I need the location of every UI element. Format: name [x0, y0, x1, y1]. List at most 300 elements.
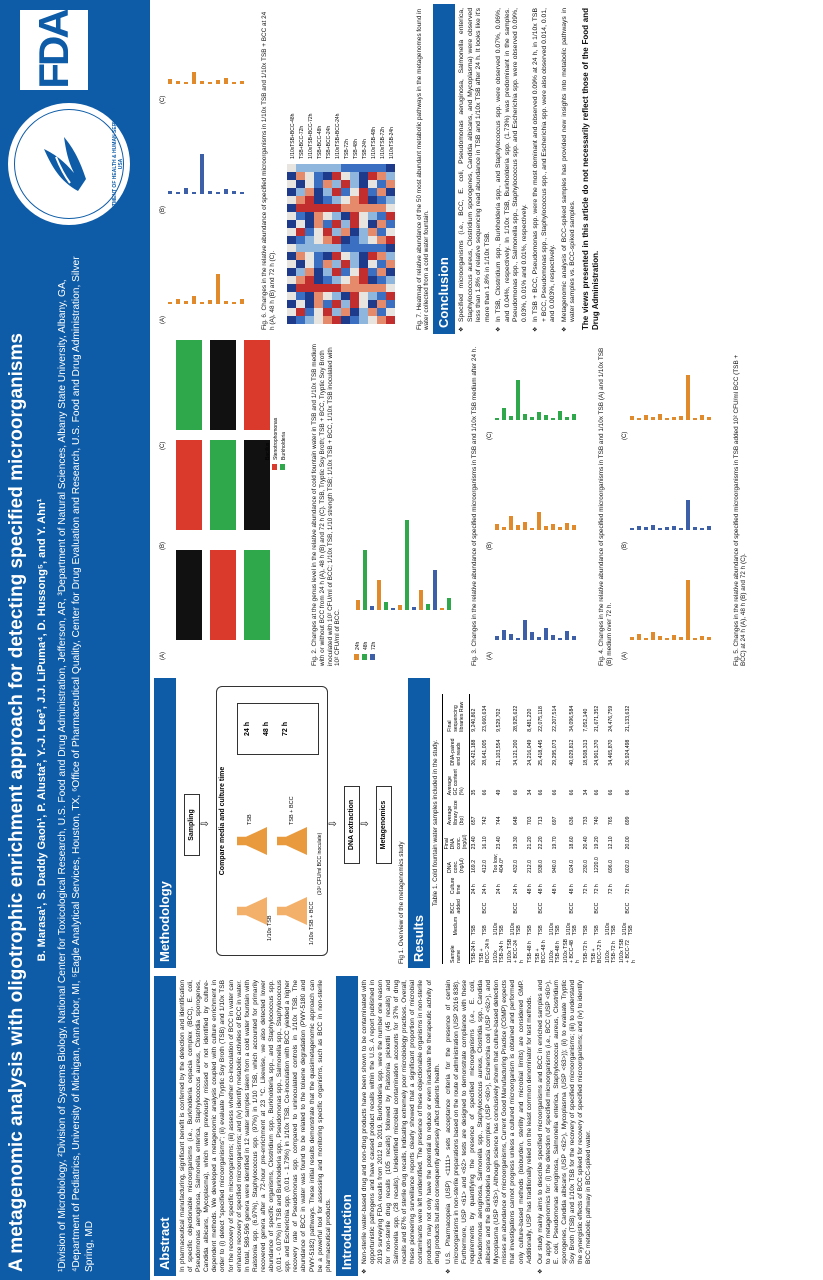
- table-cell: 48 h: [537, 884, 544, 895]
- heatmap-cell: [368, 204, 377, 212]
- table-cell: 21,671,352: [593, 705, 600, 732]
- table-cell: 25,418,445: [537, 739, 544, 766]
- heatmap-cell: [350, 276, 359, 284]
- heatmap-cell: [296, 172, 305, 180]
- fig3-bar: [384, 602, 388, 610]
- table-cell: 23,660,634: [481, 705, 488, 732]
- heatmap-cells: [287, 113, 395, 324]
- fig4-bar: [523, 522, 527, 530]
- fig5-bar: [644, 638, 648, 640]
- panel-label: (A): [621, 652, 628, 660]
- table-cell: BCC: [481, 902, 488, 914]
- fig6-bar: [192, 192, 196, 194]
- table-cell: 24 h: [512, 884, 519, 895]
- fig5-bar: [651, 632, 655, 640]
- table-cell: 699: [624, 816, 631, 826]
- heatmap-cell: [377, 204, 386, 212]
- table-cell: 1/10x TSB: [492, 922, 505, 936]
- heatmap-cell: [386, 196, 395, 204]
- conclusion-bullet: ❖ Specified microorganisms (i.e., BCC, E. coli, Pseudomonas aeruginosa, Salmonella enterica, Staphylococcus aureus, Clostridium sporogenes, Candida albicans, and Mycoplasma) were observed less than 1.8% of relative sequencing read abundance in TSB and 1/10x TSB after 24 h. It looks like it's more than 1.8% in 1/10x TSB.: [458, 8, 492, 322]
- heatmap-cell: [341, 204, 350, 212]
- heatmap-row-label: 1/10xTSB+BCC-24h: [334, 113, 341, 159]
- table-row: [590, 694, 604, 964]
- heatmap-cell: [323, 316, 332, 324]
- table-cell: 733: [582, 816, 589, 826]
- fig5-bar: [644, 527, 648, 530]
- heatmap-cell: [314, 276, 323, 284]
- table-column-header: Average GC content (%): [442, 767, 469, 797]
- fig3-bars: [354, 520, 451, 660]
- heatmap-cell: [314, 300, 323, 308]
- heatmap-cell: [359, 212, 368, 220]
- heatmap-cell: [341, 268, 350, 276]
- table-cell: TSB-24 h: [470, 941, 477, 963]
- table-column-header: DNA-paired end reads: [442, 733, 469, 767]
- table-cell: 35: [470, 789, 477, 796]
- table-cell: 648: [512, 816, 519, 826]
- table-column-header: Medium: [442, 915, 469, 937]
- heatmap-cell: [314, 292, 323, 300]
- fig3-bar: [377, 580, 381, 610]
- heatmap-cell: [350, 292, 359, 300]
- heatmap-cell: [377, 300, 386, 308]
- fig2-bar: [210, 440, 236, 530]
- table-cell: BCC: [512, 902, 519, 914]
- fig5-bar: [686, 580, 690, 640]
- heatmap-cell: [350, 212, 359, 220]
- heatmap-cell: [359, 268, 368, 276]
- heatmap-cell: [314, 164, 323, 172]
- fig6-bar: [168, 79, 172, 84]
- table-cell: 72 h: [582, 884, 589, 895]
- fig3-bar: [363, 550, 367, 610]
- fig6-bar: [200, 81, 204, 84]
- heatmap-cell: [386, 252, 395, 260]
- heatmap-cell: [332, 284, 341, 292]
- fig3-chart: [344, 340, 464, 670]
- fig6-bar: [224, 189, 228, 194]
- legend-label: 48h: [363, 641, 370, 650]
- fig4-bar: [516, 380, 520, 420]
- arrow-down-icon: ⇩: [360, 819, 371, 828]
- table-cell: TSB + BCC-48 h: [534, 940, 547, 963]
- heatmap-cell: [314, 308, 323, 316]
- legend-label: Stenotrophomonas: [273, 417, 279, 460]
- heatmap-cell: [350, 220, 359, 228]
- abstract-heading: Abstract: [154, 976, 176, 1276]
- column-4: [154, 4, 604, 334]
- heatmap-cell: [341, 260, 350, 268]
- fig6-bar: [176, 192, 180, 194]
- fig2-bar: [210, 550, 236, 640]
- table-cell: 1/10x TSB: [621, 922, 634, 936]
- table-cell: 602.0: [624, 860, 631, 873]
- fig6-bar: [216, 192, 220, 194]
- fig3-bar: [391, 608, 395, 610]
- compare-label: Compare media and culture time: [219, 766, 226, 876]
- heatmap-cell: [359, 236, 368, 244]
- heatmap-cell: [314, 228, 323, 236]
- table-row: [562, 694, 582, 964]
- fig5-bar: [707, 637, 711, 640]
- heatmap-cell: [341, 220, 350, 228]
- heatmap-cell: [287, 212, 296, 220]
- heatmap-cell: [377, 180, 386, 188]
- table-cell: 697: [551, 816, 558, 826]
- heatmap-cell: [296, 276, 305, 284]
- heatmap-row-label: 1/10xTSB+BCC-48h: [289, 113, 296, 159]
- table-cell: 34: [526, 789, 533, 796]
- table-cell: 1/10x TSB-24 h: [492, 941, 505, 963]
- heatmap-cell: [323, 204, 332, 212]
- heatmap-cell: [332, 276, 341, 284]
- heatmap-cell: [287, 228, 296, 236]
- heatmap-cell: [377, 260, 386, 268]
- legend-swatch: [362, 654, 367, 660]
- heatmap-cell: [350, 244, 359, 252]
- conclusion-bullet: ❖ In TSB + BCC, Pseudomonas spp. were the most dominant and observed 0.09% at 24 h, in 1/10x TSB + BCC, Pseudomonas spp., Staphylococcus spp., and Escherichia spp. were also observed 0.014, 0.01, and 0.003%, respectively.: [532, 8, 558, 322]
- fig5-bar: [693, 418, 697, 420]
- table-cell: 72 h: [624, 884, 631, 895]
- heatmap-cell: [296, 316, 305, 324]
- heatmap-cell: [332, 292, 341, 300]
- heatmap-cell: [314, 252, 323, 260]
- table-cell: TSB: [537, 925, 544, 936]
- table-cell: 34,096,584: [568, 705, 575, 732]
- heatmap-cell: [359, 228, 368, 236]
- heatmap-cell: [332, 260, 341, 268]
- fig6-bar: [176, 299, 180, 304]
- table-cell: 20.40: [582, 836, 589, 850]
- heatmap-cell: [377, 292, 386, 300]
- heatmap-row-label: 1/10xTSB-24h: [388, 127, 395, 159]
- fig2-caption: Fig. 2. Changes at the genus level in the relative abundance of cold fountain water in TSB and 1/10x TSB medium with or without BCC from 24 h (A), 48 h (B) and 72 h (C). TSB, Tryptic Soy Broth; TSB + BCC, Tryptic Soy Broth inoculated with 10² CFU/ml of BCC; 1/10x TSB, 1/10 strength TSB; 1/10x TSB + BCC, 1/10x TSB inoculated with 10² CFU/ml of BCC.: [311, 344, 342, 666]
- heatmap-cell: [377, 308, 386, 316]
- fig3-bar: [419, 590, 423, 610]
- fig5-bar: [630, 637, 634, 640]
- heatmap-cell: [341, 188, 350, 196]
- heatmap-cell: [368, 252, 377, 260]
- column-2: [154, 678, 640, 968]
- fig6-bar: [232, 302, 236, 304]
- table-cell: 66: [537, 789, 544, 796]
- fig5-bar: [679, 528, 683, 530]
- heatmap-cell: [368, 308, 377, 316]
- table-cell: 24,476,759: [607, 705, 614, 732]
- fda-logo: FDA: [20, 10, 88, 90]
- table-row: [604, 694, 618, 964]
- heatmap-cell: [296, 292, 305, 300]
- heatmap-cell: [323, 188, 332, 196]
- heatmap-cell: [350, 172, 359, 180]
- heatmap-cell: [305, 164, 314, 172]
- methodology-flowchart: [176, 678, 396, 968]
- fig4-bar: [537, 412, 541, 420]
- heatmap-cell: [350, 308, 359, 316]
- panel-label: (C): [486, 431, 493, 440]
- heatmap-cell: [368, 244, 377, 252]
- heatmap-cell: [341, 244, 350, 252]
- table-column-header: Average library size (bp): [442, 796, 469, 826]
- heatmap-cell: [323, 260, 332, 268]
- fig6-bar: [184, 301, 188, 304]
- heatmap-cell: [305, 212, 314, 220]
- fig4-bar: [544, 628, 548, 640]
- heatmap-cell: [287, 164, 296, 172]
- fig3-bar: [426, 604, 430, 610]
- heatmap-cell: [323, 236, 332, 244]
- fig4-bar: [551, 418, 555, 420]
- panel-label: (B): [621, 542, 628, 550]
- heatmap-cell: [368, 300, 377, 308]
- heatmap-cell: [386, 204, 395, 212]
- heatmap-cell: [314, 316, 323, 324]
- table-column-header: BCC added: [442, 895, 469, 914]
- table-cell: 34,465,870: [607, 739, 614, 766]
- heatmap-cell: [305, 236, 314, 244]
- heatmap-cell: [359, 316, 368, 324]
- heatmap-cell: [332, 172, 341, 180]
- heatmap-cell: [296, 196, 305, 204]
- heatmap-cell: [314, 284, 323, 292]
- fig5-bars: [622, 375, 711, 660]
- heatmap-cell: [323, 308, 332, 316]
- table-row: [534, 694, 548, 964]
- fig4-bar: [495, 418, 499, 420]
- table-cell: BCC: [537, 902, 544, 914]
- fig6-bar: [240, 299, 244, 304]
- arrow-down-icon: ⇩: [328, 819, 339, 828]
- heatmap-cell: [323, 228, 332, 236]
- heatmap-cell: [350, 236, 359, 244]
- table-cell: [492, 895, 506, 914]
- table-cell: 1/10x TSB + BCC-72 h: [618, 938, 637, 963]
- fig6-bar: [192, 296, 196, 304]
- table-cell: Too low; 404.0*: [492, 853, 505, 873]
- fig4-bar: [558, 527, 562, 530]
- results-heading: Results: [408, 678, 430, 968]
- table-cell: 1/10x TSB-72 h: [604, 941, 617, 963]
- table-row: [582, 694, 590, 964]
- heatmap-cell: [341, 180, 350, 188]
- samples-table: [442, 694, 638, 964]
- table-cell: 938.0: [537, 860, 544, 873]
- fig5-bar: [700, 415, 704, 420]
- table-cell: 230.0: [582, 860, 589, 873]
- fig7-caption: Fig. 7. Heatmap of relative abundance of the 50 most abundant metabolic pathways in the metagenomes found in water collected from a cold water fountain.: [415, 8, 431, 330]
- fig4-bar: [565, 417, 569, 420]
- table-cell: 9,529,702: [495, 708, 502, 732]
- fig6-bar: [168, 191, 172, 194]
- heatmap-cell: [386, 212, 395, 220]
- heatmap-cell: [368, 172, 377, 180]
- heatmap-cell: [287, 260, 296, 268]
- fig4-bar: [530, 632, 534, 640]
- table-cell: 1/10x TSB: [604, 922, 617, 936]
- heatmap-cell: [386, 188, 395, 196]
- heatmap-cell: [305, 268, 314, 276]
- heatmap-cell: [377, 276, 386, 284]
- fig4-bars: [487, 380, 576, 660]
- heatmap-cell: [341, 300, 350, 308]
- heatmap-cell: [341, 196, 350, 204]
- heatmap-cell: [377, 164, 386, 172]
- legend-label: 24h: [355, 641, 362, 650]
- table-cell: 412.0: [481, 860, 488, 873]
- heatmap-cell: [305, 244, 314, 252]
- conclusion-bullet: ❖ In TSB, Clostridium spp., Burkholderia spp., and Staphylococcus spp. were observed 0.07%, 0.06%, and 0.04%, respectively. In 1/10x TSB, Burkholderia spp. (1.73%) was predominant in the samples. Pseudomonas spp., Salmonella spp., Staphylococcus spp. and Escherichia spp. were observed 0.09%, 0.03%, 0.01% and 0.01%, respectively.: [495, 8, 529, 322]
- heatmap-cell: [341, 228, 350, 236]
- table-cell: 21,133,632: [624, 705, 631, 732]
- fig5-bar: [672, 526, 676, 530]
- heatmap-cell: [386, 236, 395, 244]
- fig5-bar: [665, 638, 669, 640]
- heatmap-cell: [386, 268, 395, 276]
- media-label: TSB + BCC: [289, 796, 295, 825]
- table-cell: TSB-72 h: [582, 941, 589, 963]
- heatmap-cell: [386, 284, 395, 292]
- table-cell: 48 h: [551, 884, 558, 895]
- table-column-header: Final sequencing libraries Raw: [442, 694, 469, 733]
- heatmap-cell: [305, 172, 314, 180]
- table-cell: 22,207,514: [551, 705, 558, 732]
- fig5-caption: Fig. 5. Changes in the relative abundance of specified microorganisms in TSB added 10² CFU/ml BCC (TSB + BCC) at 24 h (A), 48 h (B) and 72 h (C).: [732, 354, 748, 666]
- time-label: 48 h: [263, 722, 270, 737]
- panel-label: (A): [160, 316, 166, 324]
- fig5-bar: [707, 526, 711, 530]
- table-cell: TSB + BCC- 24 h: [478, 938, 491, 963]
- fig3-bar: [398, 605, 402, 610]
- heatmap-cell: [287, 220, 296, 228]
- heatmap-cell: [359, 260, 368, 268]
- heatmap-cell: [386, 260, 395, 268]
- table-cell: 66: [481, 789, 488, 796]
- fig2-bar: [176, 550, 202, 640]
- heatmap-cell: [305, 292, 314, 300]
- fig5-bar: [637, 634, 641, 640]
- heatmap-cell: [368, 268, 377, 276]
- fig6-bar: [208, 82, 212, 84]
- table-cell: 72 h: [607, 884, 614, 895]
- fig4-bar: [509, 416, 513, 420]
- table-cell: 1/10x TSB-48 h: [548, 941, 561, 963]
- heatmap-cell: [287, 172, 296, 180]
- methodology-heading: Methodology: [154, 678, 176, 968]
- heatmap-cell: [341, 212, 350, 220]
- heatmap-cell: [314, 268, 323, 276]
- legend-label: Bacillus: [265, 442, 271, 460]
- heatmap-cell: [377, 196, 386, 204]
- heatmap-cell: [323, 276, 332, 284]
- heatmap-cell: [296, 228, 305, 236]
- table-cell: 21.20: [526, 836, 533, 850]
- heatmap-cell: [368, 228, 377, 236]
- table-cell: 169.2: [470, 860, 477, 873]
- table-cell: [526, 895, 534, 914]
- table-cell: 49: [495, 789, 502, 796]
- panel-label: (B): [160, 206, 166, 214]
- poster-body: [150, 0, 823, 1280]
- table-cell: [604, 895, 618, 914]
- table-cell: 1/10x TSB: [509, 922, 522, 936]
- heatmap-cell: [323, 292, 332, 300]
- heatmap-cell: [314, 212, 323, 220]
- table-cell: 940.0: [551, 860, 558, 873]
- fig4-bar: [502, 527, 506, 530]
- eagle-icon: [30, 127, 104, 201]
- table-cell: 24 h: [470, 884, 477, 895]
- panel-label: (C): [160, 95, 166, 104]
- media-label: 1/10x TSB + BCC: [309, 901, 315, 945]
- table-cell: 696.0: [607, 860, 614, 873]
- fig5-bar: [693, 638, 697, 640]
- table-row: [506, 694, 526, 964]
- heatmap-cell: [350, 164, 359, 172]
- heatmap-cell: [314, 204, 323, 212]
- heatmap-cell: [305, 188, 314, 196]
- heatmap-cell: [368, 196, 377, 204]
- heatmap-cell: [332, 268, 341, 276]
- fig4-bar: [516, 525, 520, 530]
- fig5-bar: [672, 635, 676, 640]
- table-cell: 21,103,554: [495, 739, 502, 766]
- heatmap-row-label: 1/10xTSB-72h: [379, 127, 386, 159]
- table-cell: 18.60: [568, 836, 575, 850]
- fig5-bar: [686, 500, 690, 530]
- table-cell: 23.40: [495, 836, 502, 850]
- heatmap-cell: [332, 244, 341, 252]
- fig6-bar: [192, 72, 196, 84]
- table-cell: 66: [593, 789, 600, 796]
- heatmap-cell: [368, 180, 377, 188]
- intro-bullet: ❖ Non-sterile water-based drug and non-drug products have been shown to be contaminated with opportunistic pathogens and have caused product recalls within the U.S. A report published in 2019 surveying FDA recalls from 2012 to 2019, Burkholderia spp. were the number one reason for non-sterile drug recalls (105 recalls) followed by Ralstonia pickettii (45 recalls) and Salmonella spp. (28 recalls). Unidentified microbial contamination accounts for 37% of drug recalls and 87% of sterile drug recalls, indicating extremely poor microbiology practices. Overall, these pioneering surveillance reports clearly showed that a significant proportion of microbial contaminants were left unidentified. The presence of these objectionable organisms in non-sterile products may not only have the potential to reduce or even inactivate the therapeutic activity of drug products but also consequently adversely affect patients health.: [361, 980, 442, 1264]
- intro-bullet: ❖ U.S. Pharmacopeia (USP) <1111> sets acceptance criteria for the presence of certain microorganisms in non-sterile preparations based on the route of administration (USP 2016 838). Furthermore, USP <61> and <62> tests are designed to demonstrate compliance with these requirements by quantifying the presence of specified microorganisms (i.e., E. coli, Pseudomonas aeruginosa, Salmonella spp., Staphylococcus aureus, Clostridia spp., Candida albicans and the Burkholderia cepacia complex (USP <60>), Escherichia coli (USP <62>), and Mycoplasma (USP <63>). Although science has conclusively shown that culture-based detection misses an abundance of microorganisms, Current Good Manufacturing Practice (CGMP) expects that investigations cannot progress unless a cultured microorganism is obtained and performed only culture-based methods (bioburden, sterility and microbial limits) are considered GMP. Additionally, USP has traditionally relied on the least common denominator for test methods.: [445, 980, 534, 1264]
- heatmap-cell: [314, 244, 323, 252]
- fig5-bar: [644, 415, 648, 420]
- table-cell: 66: [512, 789, 519, 796]
- disclaimer: The views presented in this article do not necessarily reflect those of the Food and Drug Administration.: [580, 8, 600, 330]
- table-cell: 24,901,370: [593, 739, 600, 766]
- heatmap-cell: [323, 252, 332, 260]
- heatmap-cell: [359, 180, 368, 188]
- heatmap-cell: [323, 212, 332, 220]
- table-cell: [548, 895, 562, 914]
- heatmap-cell: [377, 220, 386, 228]
- fig2-bars: [160, 340, 287, 660]
- heatmap-cell: [287, 284, 296, 292]
- heatmap-cell: [323, 268, 332, 276]
- heatmap-cell: [341, 276, 350, 284]
- table-cell: 29,295,073: [551, 739, 558, 766]
- heatmap-cell: [332, 236, 341, 244]
- column-1: [154, 976, 596, 1276]
- table-cell: TSB: [526, 925, 533, 936]
- table-row: [526, 694, 534, 964]
- fig5-bar: [665, 527, 669, 530]
- table-cell: 24 h: [495, 884, 502, 895]
- heatmap-cell: [350, 204, 359, 212]
- fig4-bar: [495, 636, 499, 640]
- table-cell: 66: [551, 789, 558, 796]
- heatmap-cell: [350, 316, 359, 324]
- heatmap-cell: [386, 220, 395, 228]
- table-cell: 16.10: [481, 836, 488, 850]
- table-cell: 19.20: [593, 836, 600, 850]
- column-3: [154, 340, 750, 670]
- heatmap-cell: [368, 220, 377, 228]
- heatmap-cell: [305, 260, 314, 268]
- heatmap-row-label: TSB-72h: [343, 139, 350, 159]
